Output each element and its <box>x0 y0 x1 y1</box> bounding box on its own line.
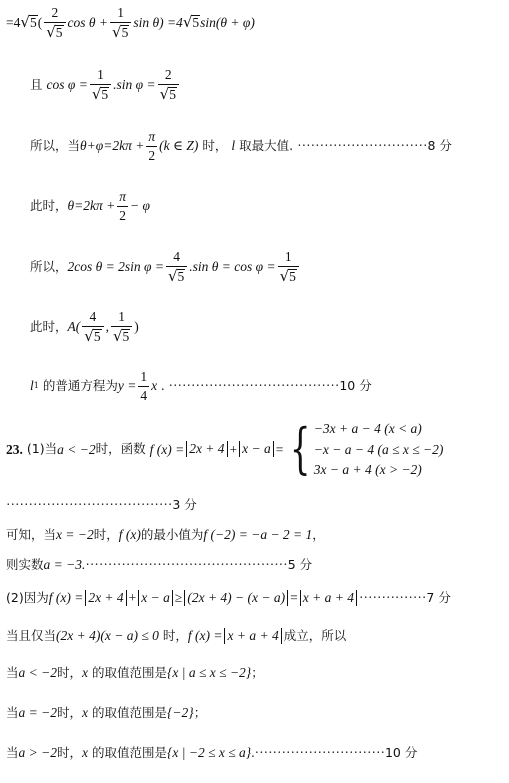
math-text: (2x + 4) − (x − a) <box>184 590 288 606</box>
math-text: 则实数 <box>6 556 44 572</box>
line-12 <box>6 590 509 606</box>
math-text: sin θ) =4 <box>133 15 183 31</box>
math-text: ··············· <box>358 590 427 606</box>
math-text: 5 <box>29 15 37 31</box>
math-text: 5 <box>121 24 129 40</box>
fraction: 2 √ 5 <box>44 6 65 40</box>
math-text: 2cos θ = 2sin φ = <box>67 259 164 275</box>
math-text: 1 <box>118 309 125 324</box>
math-text: 所以， <box>30 258 68 274</box>
math-text: 可知，当 <box>6 526 57 542</box>
math-text: 此时， <box>30 197 68 213</box>
line-14 <box>6 666 509 680</box>
math-text: x <box>82 705 89 720</box>
math-text: 4 <box>173 249 180 264</box>
math-text: 的最小值为 <box>140 526 204 542</box>
math-text: ≥ <box>174 590 183 606</box>
math-text: 3x − a + 4 (x > −2) <box>313 462 422 477</box>
math-text: ····························· <box>254 745 385 760</box>
math-text: 时， <box>202 137 228 153</box>
math-text: x <box>82 745 89 760</box>
math-text: −3x + a − 4 (x < a) <box>313 421 422 436</box>
math-text: 成立，所以 <box>283 627 347 643</box>
math-text: a > −2 <box>18 745 57 760</box>
math-text: 2 <box>164 67 172 82</box>
fraction: 1 √ 5 <box>110 6 131 40</box>
math-text: 3 分 <box>172 496 197 512</box>
math-text: π <box>119 189 127 204</box>
math-text: 2x + 4 <box>186 441 227 457</box>
math-text: . <box>251 745 255 760</box>
math-text: ······································ <box>168 378 340 394</box>
math-text: 2 <box>148 147 156 163</box>
line-2: 且 cos φ = 1 √ 5 .sin φ = 2 √ 5 <box>30 68 509 102</box>
math-text: =4 <box>6 15 21 31</box>
math-text: θ+φ=2kπ + <box>80 138 145 154</box>
line-16 <box>6 746 509 760</box>
math-text: 1 <box>97 67 104 82</box>
line-3 <box>30 130 509 162</box>
math-text: 且 <box>30 76 43 92</box>
math-text: {x | a ≤ x ≤ −2} <box>167 665 252 680</box>
math-text: (1)当 <box>26 441 58 456</box>
math-text: 取最大值. <box>239 137 294 153</box>
line-11 <box>6 558 509 572</box>
line-4 <box>30 190 509 222</box>
line-1 <box>6 6 509 40</box>
math-text: 的取值范围是 <box>92 704 168 720</box>
math-text: x − a <box>239 441 274 457</box>
sqrt-5: √ 5 <box>182 13 200 32</box>
math-text: 5 <box>122 328 130 344</box>
math-text: a = −3. <box>43 557 86 572</box>
math-text: 10 分 <box>384 744 418 760</box>
math-text: 此时， <box>30 318 68 334</box>
sqrt-5: √ 5 <box>20 13 37 32</box>
math-text: f (x) <box>118 527 141 542</box>
line-13 <box>6 628 509 644</box>
math-text: 当 <box>6 704 19 720</box>
math-text: .sin θ = cos φ = <box>189 259 276 275</box>
math-text: 时， <box>57 744 83 760</box>
math-text: f (x) = <box>149 441 185 457</box>
piecewise-cases <box>314 422 444 477</box>
math-text: l <box>30 378 34 394</box>
math-text: + <box>229 441 238 457</box>
math-text: {−2} <box>167 705 194 720</box>
math-text: = <box>290 590 298 606</box>
math-text: (2)因为 <box>6 589 49 605</box>
math-text: 23. <box>6 441 23 457</box>
math-text: 5 <box>101 86 109 102</box>
math-text: sin(θ + φ) <box>200 15 255 31</box>
math-text: 的取值范围是 <box>92 744 168 760</box>
math-text: 2x + 4 <box>85 590 126 606</box>
math-text: 2 <box>119 207 126 223</box>
math-text: ， <box>312 526 325 542</box>
math-text: 1 <box>117 5 125 20</box>
math-text: f (x) = <box>187 628 223 644</box>
math-text: 1 <box>284 249 292 264</box>
math-text: a < −2 <box>18 665 57 680</box>
math-text: .sin φ = <box>113 77 156 93</box>
math-text: 8 分 <box>427 137 452 153</box>
math-text: 5 <box>177 268 185 284</box>
math-text: θ=2kπ + <box>67 198 116 214</box>
math-text: x − a <box>138 590 173 606</box>
math-text: a = −2 <box>18 705 57 720</box>
math-text: 5 <box>169 86 176 102</box>
line-6: 此时， A( 4 √ 5 , 1 √ 5 ) <box>30 309 139 345</box>
math-text: 2 <box>51 5 59 20</box>
math-text: ( <box>37 15 43 31</box>
line-15 <box>6 706 509 720</box>
math-text: y = <box>117 378 137 394</box>
math-text: , <box>105 319 109 335</box>
math-text: 4 <box>140 387 148 403</box>
math-text: 5 分 <box>287 556 313 572</box>
math-text: ····························· <box>297 138 428 154</box>
math-text: + <box>128 590 137 606</box>
math-text: 7 分 <box>426 589 451 605</box>
math-text: (2x + 4)(x − a) ≤ 0 <box>56 628 159 644</box>
math-text: A( <box>67 319 81 335</box>
math-text: . <box>161 378 165 394</box>
math-text: x <box>82 665 89 680</box>
math-text: 时， <box>93 526 119 542</box>
math-text: 1 <box>33 381 39 390</box>
math-text: 时， <box>57 664 83 680</box>
math-text: −x − a − 4 (a ≤ x ≤ −2) <box>313 441 444 457</box>
math-text: 4 <box>89 309 97 324</box>
math-text: cos φ = <box>46 77 88 93</box>
line-8: 23. (1)当 a < −2 时，函数 f (x) = 2x + 4 + x − a = { −3x + a − 4 (x < a) −x − a − 4 (a ≤ x ≤ −2) 3x − a + 4 (x > −2) <box>6 417 444 481</box>
math-text: ； <box>251 664 264 680</box>
math-text: 的取值范围是 <box>92 664 168 680</box>
math-text: f (−2) = −a − 2 = 1 <box>203 527 313 542</box>
math-text: 时， <box>57 704 83 720</box>
math-text: 的普通方程为 <box>42 377 118 393</box>
math-text: 5 <box>55 24 63 40</box>
math-text: 5 <box>192 15 200 31</box>
math-text: x + a + 4 <box>300 590 357 606</box>
math-text: f (x) = <box>48 590 84 606</box>
math-text: x + a + 4 <box>224 628 281 644</box>
math-text: x = −2 <box>56 527 94 542</box>
math-text: 所以，当 <box>30 137 81 153</box>
math-text: ) <box>134 319 139 335</box>
math-text: cos θ + <box>67 15 108 31</box>
math-text: ； <box>193 704 207 720</box>
math-text: 当且仅当 <box>6 627 57 643</box>
math-text: 当 <box>6 744 19 760</box>
math-text: = <box>275 441 284 457</box>
math-text: − φ <box>130 198 150 214</box>
line-9 <box>6 498 509 512</box>
math-text: ············································· <box>85 557 288 572</box>
math-text: 5 <box>93 328 101 344</box>
math-text: (k ∈ Z) <box>159 138 199 154</box>
math-text: 5 <box>289 268 296 284</box>
math-text: π <box>148 129 156 144</box>
line-10 <box>6 528 509 542</box>
math-text: 时， <box>162 627 188 643</box>
math-text: a < −2 <box>57 441 96 457</box>
math-text: 10 分 <box>339 377 372 393</box>
math-text: 1 <box>140 369 148 384</box>
math-text: {x | −2 ≤ x ≤ a} <box>167 745 252 760</box>
line-7 <box>30 370 509 402</box>
math-text: x <box>151 378 158 394</box>
math-text: l <box>231 138 236 154</box>
math-text: 当 <box>6 664 19 680</box>
math-text: ····································· <box>6 497 173 512</box>
math-text: 时，函数 <box>95 441 146 456</box>
line-5: 所以， 2cos θ = 2sin φ = 4 √ 5 .sin θ = cos φ = 1 √ 5 <box>30 250 509 284</box>
